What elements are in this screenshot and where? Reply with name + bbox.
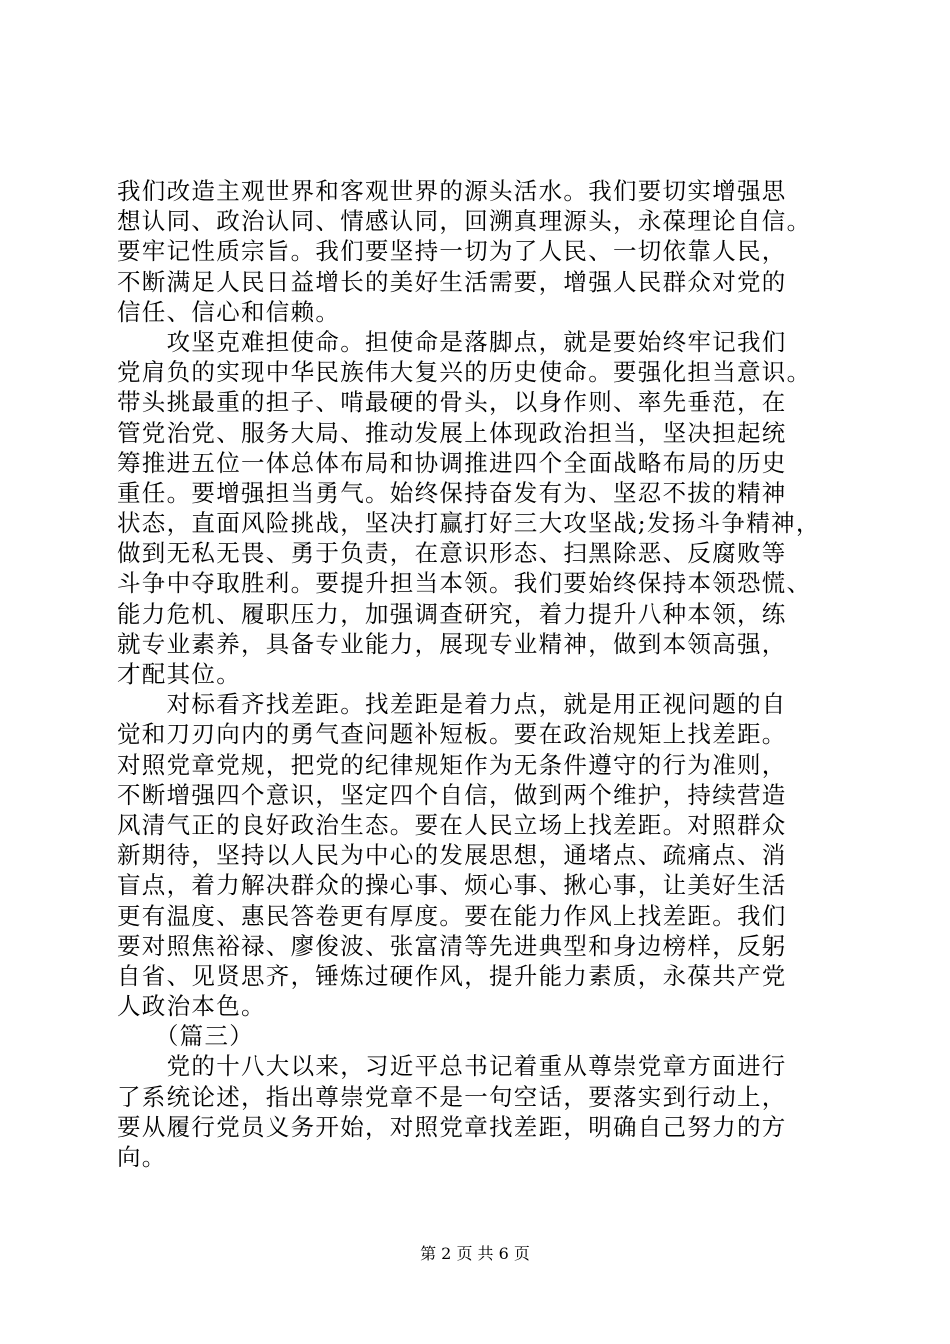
text-line: 人政治本色。 <box>117 992 266 1021</box>
text-line: 重任。要增强担当勇气。始终保持奋发有为、坚忍不拔的精神 <box>117 478 787 507</box>
text-line: 要对照焦裕禄、廖俊波、张富清等先进典型和身边榜样，反躬 <box>117 931 787 960</box>
text-line: 更有温度、惠民答卷更有厚度。要在能力作风上找差距。我们 <box>117 901 787 930</box>
text-line: 要从履行党员义务开始，对照党章找差距，明确自己努力的方 <box>117 1112 787 1141</box>
text-line: 对标看齐找差距。找差距是着力点，就是用正视问题的自 <box>117 690 787 719</box>
page-footer: 第 2 页 共 6 页 <box>420 1244 530 1263</box>
text-line: 对照党章党规，把党的纪律规矩作为无条件遵守的行为准则， <box>117 750 787 779</box>
text-line: 信任、信心和信赖。 <box>117 297 341 326</box>
text-line: 盲点，着力解决群众的操心事、烦心事、揪心事，让美好生活 <box>117 871 787 900</box>
text-line: 了系统论述，指出尊崇党章不是一句空话，要落实到行动上， <box>117 1082 787 1111</box>
text-line: 带头挑最重的担子、啃最硬的骨头，以身作则、率先垂范，在 <box>117 388 787 417</box>
text-line: 就专业素养，具备专业能力，展现专业精神，做到本领高强， <box>117 629 787 658</box>
text-line: 想认同、政治认同、情感认同，回溯真理源头，永葆理论自信。 <box>117 207 812 236</box>
text-line: 状态，直面风险挑战，坚决打赢打好三大攻坚战;发扬斗争精神， <box>117 509 821 538</box>
text-line: 党肩负的实现中华民族伟大复兴的历史使命。要强化担当意识。 <box>117 358 812 387</box>
text-line: 自省、见贤思齐，锤炼过硬作风，提升能力素质，永葆共产党 <box>117 961 787 990</box>
text-line: 不断增强四个意识，坚定四个自信，做到两个维护，持续营造 <box>117 780 787 809</box>
text-line: 斗争中夺取胜利。要提升担当本领。我们要始终保持本领恐慌、 <box>117 569 812 598</box>
text-line: 才配其位。 <box>117 660 241 688</box>
text-line: 我们改造主观世界和客观世界的源头活水。我们要切实增强思 <box>117 177 787 205</box>
text-line: 攻坚克难担使命。担使命是落脚点，就是要始终牢记我们 <box>117 327 787 356</box>
text-line: 觉和刀刃向内的勇气查问题补短板。要在政治规矩上找差距。 <box>117 720 787 749</box>
text-line: 要牢记性质宗旨。我们要坚持一切为了人民、一切依靠人民， <box>117 237 787 266</box>
text-line: 向。 <box>117 1143 167 1171</box>
text-line: 新期待，坚持以人民为中心的发展思想，通堵点、疏痛点、消 <box>117 841 787 870</box>
text-line: 管党治党、服务大局、推动发展上体现政治担当，坚决担起统 <box>117 418 787 447</box>
text-line: 党的十八大以来，习近平总书记着重从尊崇党章方面进行 <box>117 1052 787 1081</box>
text-line: 筹推进五位一体总体布局和协调推进四个全面战略布局的历史 <box>117 448 787 477</box>
text-line: 能力危机、履职压力，加强调查研究，着力提升八种本领，练 <box>117 599 787 628</box>
text-line: 做到无私无畏、勇于负责，在意识形态、扫黑除恶、反腐败等 <box>117 539 787 568</box>
text-line: 不断满足人民日益增长的美好生活需要，增强人民群众对党的 <box>117 267 787 296</box>
text-line: 风清气正的良好政治生态。要在人民立场上找差距。对照群众 <box>117 810 787 839</box>
document-body <box>117 176 833 1172</box>
text-line: （篇三） <box>117 1022 255 1051</box>
